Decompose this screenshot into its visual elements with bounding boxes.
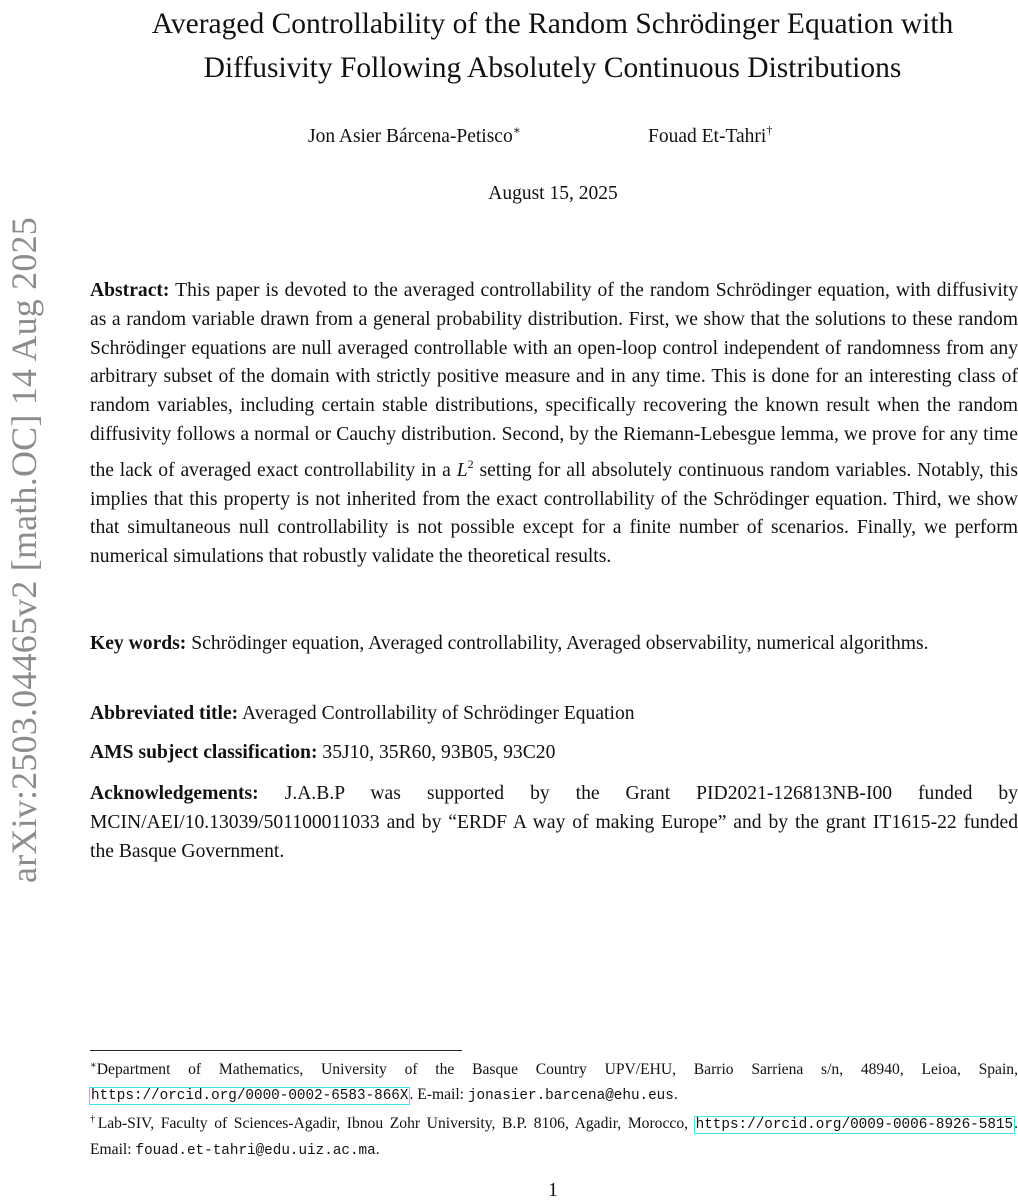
abbreviated-title: [90, 700, 1018, 729]
keywords-text: Schrödinger equation, Averaged controllability, Averaged observability, numerical algorithms.: [191, 633, 929, 654]
arxiv-identifier: arXiv:2503.04465v2 [math.OC] 14 Aug 2025: [4, 217, 44, 883]
keywords-label: Key words:: [90, 633, 187, 654]
abbreviated-title-text: Averaged Controllability of Schrödinger Equation: [242, 703, 635, 724]
ams-classification: [90, 739, 1018, 768]
orcid-link-2[interactable]: https://orcid.org/0009-0006-8926-5815: [695, 1117, 1014, 1133]
author-2: [648, 123, 772, 148]
abstract: [90, 277, 1018, 572]
title-line-2: Diffusivity Following Absolutely Continuous Distributions: [203, 52, 902, 84]
acknowledgements: [90, 780, 1018, 866]
author-1-mark: ∗: [512, 123, 521, 137]
publication-date: August 15, 2025: [488, 183, 618, 204]
acknowledgements-label: Acknowledgements:: [90, 783, 259, 804]
paper-title: [80, 2, 1018, 90]
footnote-1-email-label: . E-mail:: [409, 1085, 465, 1103]
email-1: jonasier.barcena@ehu.eus: [467, 1087, 674, 1104]
abbreviated-title-label: Abbreviated title:: [90, 703, 239, 724]
footnote-1-mark: ∗: [90, 1060, 97, 1071]
footnote-2-end: .: [375, 1140, 380, 1158]
acknowledgements-text: J.A.B.P was supported by the Grant PID2021-126813NB-I00 funded by MCIN/AEI/10.13039/501100011033 and by “ERDF A way of making Europe” and by the grant IT1615-22 funded the Basque Government.: [90, 783, 1018, 862]
arxiv-side-stamp: [0, 185, 48, 915]
page-number: 1: [548, 1180, 558, 1201]
footnote-1-text: Department of Mathematics, University of the Basque Country UPV/EHU, Barrio Sarriena s/n, 48940, Leioa, Spain,: [96, 1061, 1018, 1078]
email-2: fouad.et-tahri@edu.uiz.ac.ma: [135, 1142, 376, 1159]
footnote-2: [90, 1108, 1018, 1163]
footnote-2-email-label: . Email:: [90, 1115, 1018, 1158]
footnotes: [90, 1054, 1018, 1163]
author-list: [0, 123, 1018, 149]
keywords: [90, 630, 1018, 659]
abstract-text-part-2: setting for all absolutely continuous random variables. Notably, this implies that this property is not inherited from the exact controllability of the Schrödinger equation. Third, we show that simultaneous null controllability is not possible except for a finite number of scenarios. Finally, we perform numerical simulations that robustly validate the theoretical results.: [90, 459, 1018, 568]
author-1: [308, 123, 521, 148]
author-2-mark: †: [766, 123, 773, 137]
footnote-2-mark: †: [90, 1114, 98, 1125]
footnote-1: [90, 1054, 1018, 1108]
math-l-exponent: 2: [467, 456, 474, 471]
author-1-name: Jon Asier Bárcena-Petisco: [308, 126, 513, 147]
math-l-symbol: L: [456, 459, 468, 481]
orcid-link-1[interactable]: https://orcid.org/0000-0002-6583-866X: [91, 1087, 409, 1104]
abstract-text-part-1: This paper is devoted to the averaged controllability of the random Schrödinger equation, with diffusivity as a random variable drawn from a general probability distribution. First, we show that the solutions to these random Schrödinger equations are null averaged controllable with an open-loop control independent of randomness from any arbitrary subset of the domain with strictly positive measure and in any time. This is done for an interesting class of random variables, including certain stable distributions, specifically recovering the known result when the random diffusivity follows a normal or Cauchy distribution. Second, by the Riemann-Lebesgue lemma, we prove for any time the lack of averaged exact controllability in a: [90, 280, 1018, 481]
abstract-label: Abstract:: [90, 280, 170, 301]
footnote-2-text: Lab-SIV, Faculty of Sciences-Agadir, Ibnou Zohr University, B.P. 8106, Agadir, Morocco,: [97, 1115, 689, 1132]
ams-text: 35J10, 35R60, 93B05, 93C20: [322, 742, 556, 763]
author-2-name: Fouad Et-Tahri: [648, 126, 767, 147]
title-line-1: Averaged Controllability of the Random Schrödinger Equation with: [151, 8, 954, 40]
footnote-divider: [90, 1050, 462, 1051]
footnote-1-end: .: [673, 1085, 678, 1103]
ams-label: AMS subject classification:: [90, 742, 318, 763]
